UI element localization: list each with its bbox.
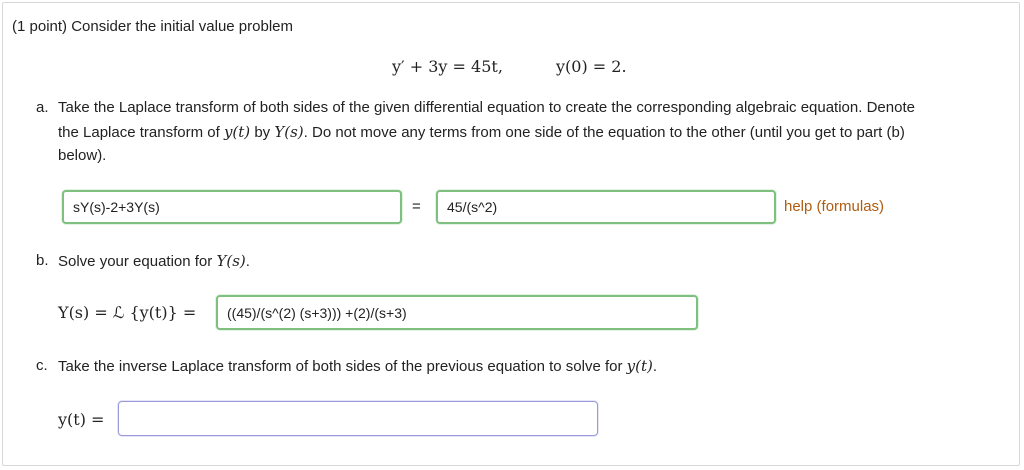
- part-b-var: Y(s): [216, 252, 246, 270]
- laplace-rhs-input[interactable]: 45/(s^2): [436, 190, 776, 224]
- part-c-instruction: Take the inverse Laplace transform of both sides of the previous equation to solve for: [58, 358, 623, 375]
- part-b-label: Y(s) = ℒ {y(t)} =: [58, 303, 197, 322]
- part-a-line2-pre: the Laplace transform of: [58, 124, 220, 141]
- part-a-Y-of-s: Y(s): [274, 123, 304, 141]
- part-b-instruction: Solve your equation for: [58, 253, 213, 270]
- problem-intro: Consider the initial value problem: [71, 18, 293, 35]
- part-a-line2-post: . Do not move any terms from one side of the equation to the other (until you get to part (b): [303, 124, 905, 141]
- part-c-text: [58, 357, 657, 375]
- part-b-period: .: [245, 253, 250, 270]
- ode-equation: y′ + 3y = 45t,: [392, 57, 503, 76]
- help-formulas-link[interactable]: help (formulas): [784, 198, 885, 215]
- equals-sign: =: [412, 198, 421, 215]
- part-a-letter: a.: [36, 99, 49, 116]
- part-b-letter: b.: [36, 252, 49, 269]
- problem-header: [12, 18, 293, 35]
- problem-panel: [2, 2, 1020, 466]
- laplace-lhs-input[interactable]: sY(s)-2+3Y(s): [62, 190, 402, 224]
- part-a-line1: Take the Laplace transform of both sides of the given differential equation to create the corresponding algebraic equation. Denote: [58, 99, 915, 116]
- part-c-letter: c.: [36, 357, 48, 374]
- part-a-line3: below).: [58, 147, 107, 164]
- part-a-y-of-t: y(t): [223, 123, 251, 141]
- part-c-var: y(t): [626, 357, 653, 375]
- part-a-by: by: [254, 124, 271, 141]
- part-b-text: [58, 252, 250, 270]
- initial-condition: y(0) = 2.: [556, 57, 627, 76]
- part-a-line2: [58, 123, 905, 141]
- points-label: (1 point): [12, 18, 68, 35]
- Y-of-s-input[interactable]: ((45)/(s^(2) (s+3))) +(2)/(s+3): [216, 295, 698, 330]
- part-c-label: y(t) =: [58, 410, 105, 429]
- y-of-t-input[interactable]: [118, 401, 598, 436]
- part-c-period: .: [652, 358, 658, 375]
